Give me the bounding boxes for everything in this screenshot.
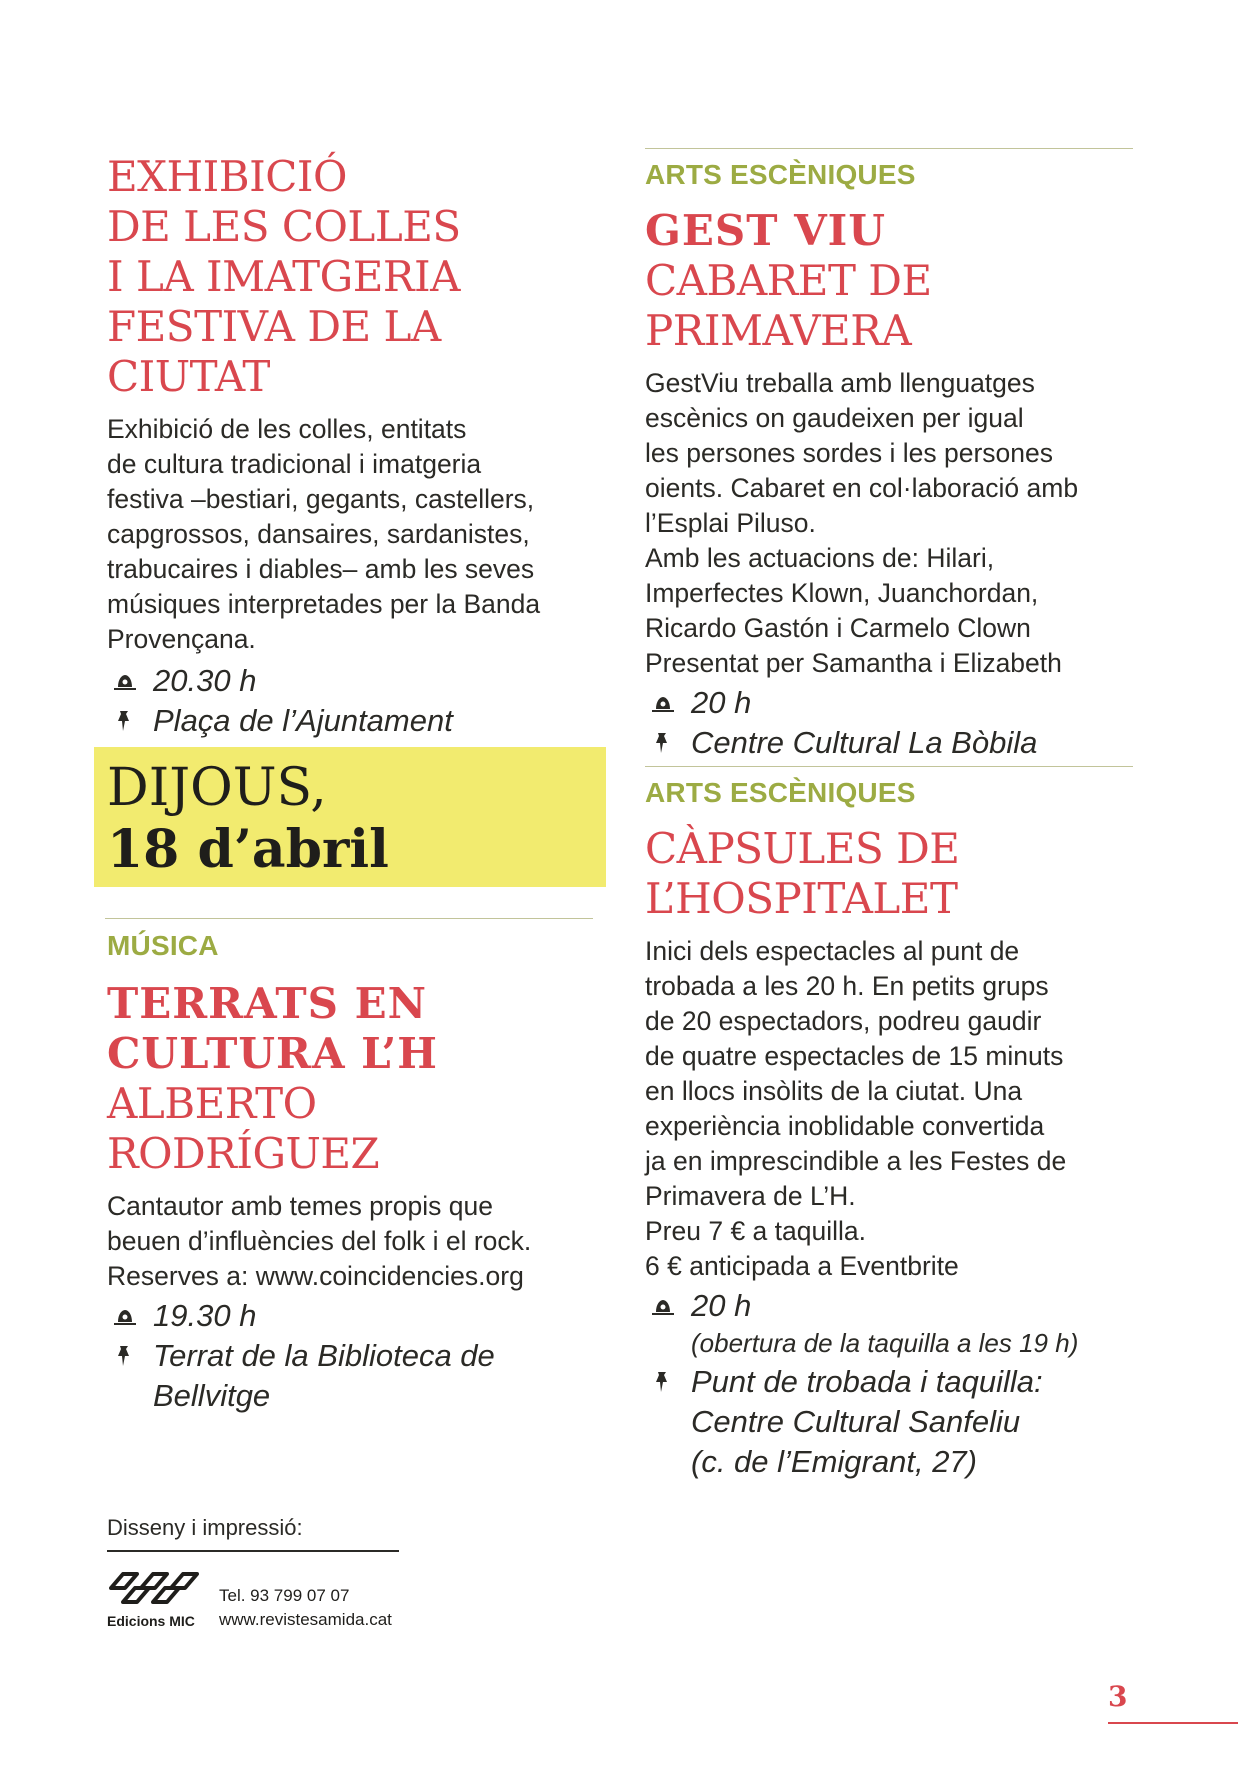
body-line: capgrossos, dansaires, sardanistes, bbox=[107, 519, 530, 549]
event-terrats bbox=[107, 918, 597, 1416]
body-line: 6 € anticipada a Eventbrite bbox=[645, 1251, 959, 1281]
credits bbox=[107, 1514, 407, 1629]
event-title bbox=[645, 206, 1135, 256]
event-place bbox=[645, 1362, 1135, 1482]
body-line: Provençana. bbox=[107, 624, 256, 654]
time-text: 20 h bbox=[691, 1288, 752, 1323]
event-time bbox=[645, 683, 1135, 723]
body-line: Cantautor amb temes propis que bbox=[107, 1191, 493, 1221]
title-line: CÀPSULES DE bbox=[645, 824, 960, 873]
event-capsules bbox=[645, 766, 1135, 1482]
edicions-mic-logo-icon bbox=[107, 1568, 203, 1606]
body-line: les persones sordes i les persones bbox=[645, 438, 1054, 468]
title-line: L’HOSPITALET bbox=[645, 874, 958, 923]
place-text: Punt de trobada i taquilla: bbox=[691, 1364, 1043, 1399]
place-text: Centre Cultural Sanfeliu bbox=[691, 1404, 1021, 1439]
body-line: de quatre espectacles de 15 minuts bbox=[645, 1041, 1064, 1071]
event-description bbox=[107, 412, 597, 657]
body-line: escènics on gaudeixen per igual bbox=[645, 403, 1024, 433]
title-line: CULTURA L’H bbox=[107, 1029, 438, 1078]
event-place bbox=[107, 701, 597, 741]
time-note: (obertura de la taquilla a les 19 h) bbox=[691, 1328, 1079, 1358]
event-description bbox=[107, 1189, 597, 1294]
title-line: EXHIBICIÓ bbox=[107, 152, 347, 201]
map-pin-icon bbox=[111, 1344, 139, 1368]
publisher-logo bbox=[107, 1568, 217, 1629]
divider bbox=[645, 148, 1133, 149]
hat-icon bbox=[111, 669, 139, 693]
title-line: CABARET DE PRIMAVERA bbox=[645, 256, 932, 355]
body-line: Primavera de L’H. bbox=[645, 1181, 856, 1211]
day-date: 18 d’abril bbox=[107, 819, 389, 880]
body-line: de 20 espectadors, podreu gaudir bbox=[645, 1006, 1042, 1036]
event-time bbox=[107, 661, 597, 701]
time-text: 19.30 h bbox=[153, 1298, 257, 1333]
event-description bbox=[645, 934, 1135, 1284]
event-title bbox=[645, 824, 1135, 924]
title-line: ALBERTO RODRÍGUEZ bbox=[107, 1079, 380, 1178]
title-line: I LA IMATGERIA bbox=[107, 252, 460, 301]
event-time bbox=[107, 1296, 597, 1336]
day-name: DIJOUS, bbox=[107, 758, 327, 818]
event-exhibicio bbox=[107, 152, 597, 741]
title-line: FESTIVA DE LA CIUTAT bbox=[107, 302, 441, 401]
divider bbox=[645, 766, 1133, 767]
page-number: 3 bbox=[1108, 1680, 1128, 1713]
body-line: trabucaires i diables– amb les seves bbox=[107, 554, 535, 584]
body-line: Reserves a: www.coincidencies.org bbox=[107, 1261, 524, 1291]
website-link[interactable]: www.revistesamida.cat bbox=[219, 1610, 392, 1629]
event-description bbox=[645, 366, 1135, 681]
hat-icon bbox=[649, 691, 677, 715]
title-line: GEST VIU bbox=[645, 206, 886, 255]
hat-icon bbox=[111, 1304, 139, 1328]
divider bbox=[105, 918, 593, 919]
body-line: en llocs insòlits de la ciutat. Una bbox=[645, 1076, 1023, 1106]
body-line: l’Esplai Piluso. bbox=[645, 508, 816, 538]
body-line: trobada a les 20 h. En petits grups bbox=[645, 971, 1049, 1001]
title-line: TERRATS EN bbox=[107, 979, 427, 1028]
place-text: Plaça de l’Ajuntament bbox=[153, 703, 453, 738]
map-pin-icon bbox=[649, 1370, 677, 1394]
hat-icon bbox=[649, 1294, 677, 1318]
place-text: (c. de l’Emigrant, 27) bbox=[691, 1444, 977, 1479]
event-category: ARTS ESCÈNIQUES bbox=[645, 159, 916, 190]
publisher-name: Edicions MIC bbox=[107, 1613, 195, 1629]
body-line: festiva –bestiari, gegants, castellers, bbox=[107, 484, 535, 514]
time-text: 20 h bbox=[691, 685, 752, 720]
phone-text: Tel. 93 799 07 07 bbox=[219, 1586, 350, 1605]
event-title bbox=[107, 979, 597, 1079]
event-subtitle bbox=[645, 256, 1135, 356]
body-line: Amb les actuacions de: Hilari, bbox=[645, 543, 995, 573]
credits-label: Disseny i impressió: bbox=[107, 1515, 303, 1540]
event-time bbox=[645, 1286, 1135, 1326]
place-text: Bellvitge bbox=[153, 1378, 271, 1413]
map-pin-icon bbox=[111, 709, 139, 733]
body-line: Preu 7 € a taquilla. bbox=[645, 1216, 866, 1246]
title-line: DE LES COLLES bbox=[107, 202, 461, 251]
publisher-contact bbox=[219, 1584, 392, 1632]
body-line: de cultura tradicional i imatgeria bbox=[107, 449, 482, 479]
body-line: músiques interpretades per la Banda bbox=[107, 589, 541, 619]
body-line: Exhibició de les colles, entitats bbox=[107, 414, 467, 444]
body-line: Presentat per Samantha i Elizabeth bbox=[645, 648, 1062, 678]
event-place bbox=[107, 1336, 597, 1416]
credits-divider bbox=[107, 1550, 399, 1552]
event-category: ARTS ESCÈNIQUES bbox=[645, 777, 916, 808]
map-pin-icon bbox=[649, 731, 677, 755]
place-text: Centre Cultural La Bòbila bbox=[691, 725, 1038, 760]
body-line: Ricardo Gastón i Carmelo Clown bbox=[645, 613, 1031, 643]
body-line: oients. Cabaret en col·laboració amb bbox=[645, 473, 1079, 503]
event-place bbox=[645, 723, 1135, 763]
body-line: experiència inoblidable convertida bbox=[645, 1111, 1045, 1141]
body-line: Inici dels espectacles al punt de bbox=[645, 936, 1020, 966]
event-subtitle bbox=[107, 1079, 597, 1179]
body-line: Imperfectes Klown, Juanchordan, bbox=[645, 578, 1039, 608]
page-number-rule bbox=[1108, 1722, 1238, 1724]
event-gestviu bbox=[645, 148, 1135, 763]
body-line: ja en imprescindible a les Festes de bbox=[645, 1146, 1067, 1176]
place-text: Terrat de la Biblioteca de bbox=[153, 1338, 495, 1373]
event-title bbox=[107, 152, 597, 402]
time-text: 20.30 h bbox=[153, 663, 257, 698]
event-category: MÚSICA bbox=[107, 930, 219, 961]
body-line: beuen d’influències del folk i el rock. bbox=[107, 1226, 532, 1256]
body-line: GestViu treballa amb llenguatges bbox=[645, 368, 1035, 398]
